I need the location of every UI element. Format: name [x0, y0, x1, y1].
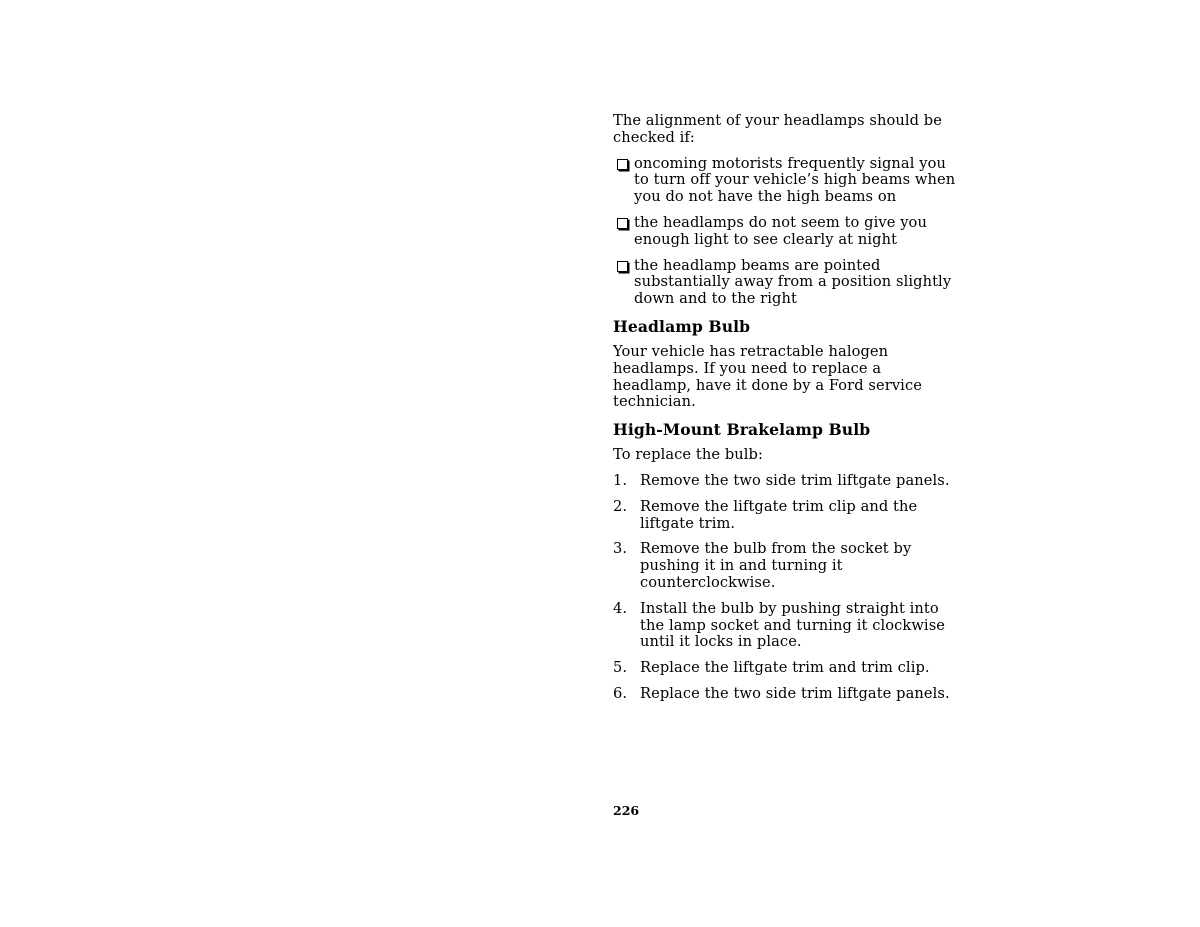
- checkbox-icon: [617, 218, 628, 229]
- step-text: Replace the two side trim liftgate panels.: [640, 684, 950, 702]
- step-number: 2.: [613, 497, 628, 515]
- step-text: Install the bulb by pushing straight into the lamp socket and turning it clockwise until it locks in place.: [640, 599, 946, 651]
- step-number: 4.: [613, 599, 628, 617]
- brakelamp-intro: To replace the bulb:: [613, 446, 764, 464]
- brakelamp-bulb-heading: High-Mount Brakelamp Bulb: [613, 420, 871, 440]
- replacement-steps: [613, 473, 961, 703]
- text-column: [613, 113, 961, 712]
- headlamp-bulb-heading: Headlamp Bulb: [613, 316, 751, 336]
- step-number: 6.: [613, 684, 628, 702]
- step-number: 1.: [613, 471, 628, 489]
- alignment-checklist: [613, 156, 961, 308]
- step-item: [613, 660, 961, 677]
- checklist-item: [613, 215, 961, 249]
- checklist-item-text: the headlamp beams are pointed substantially away from a position slightly down and to the right: [634, 256, 952, 308]
- page-number: 226: [613, 803, 640, 818]
- step-item: [613, 601, 961, 651]
- checklist-item-text: oncoming motorists frequently signal you to turn off your vehicle’s high beams when you do not have the high beams on: [634, 154, 956, 206]
- checkbox-icon: [617, 159, 628, 170]
- checklist-item: [613, 156, 961, 206]
- step-item: [613, 686, 961, 703]
- step-item: [613, 499, 961, 533]
- step-item: [613, 541, 961, 591]
- step-text: Replace the liftgate trim and trim clip.: [640, 659, 930, 677]
- step-item: [613, 473, 961, 490]
- checkbox-icon: [617, 261, 628, 272]
- checklist-item-text: the headlamps do not seem to give you enough light to see clearly at night: [634, 213, 927, 248]
- alignment-intro: The alignment of your headlamps should be checked if:: [613, 112, 942, 146]
- step-number: 3.: [613, 540, 628, 558]
- step-text: Remove the liftgate trim clip and the liftgate trim.: [640, 497, 918, 532]
- step-text: Remove the bulb from the socket by pushing it in and turning it counterclockwise.: [640, 540, 912, 591]
- checklist-item: [613, 258, 961, 308]
- step-number: 5.: [613, 659, 628, 677]
- step-text: Remove the two side trim liftgate panels.: [640, 471, 950, 489]
- headlamp-bulb-body: Your vehicle has retractable halogen headlamps. If you need to replace a headlamp, have it done by a Ford service technician.: [613, 342, 922, 411]
